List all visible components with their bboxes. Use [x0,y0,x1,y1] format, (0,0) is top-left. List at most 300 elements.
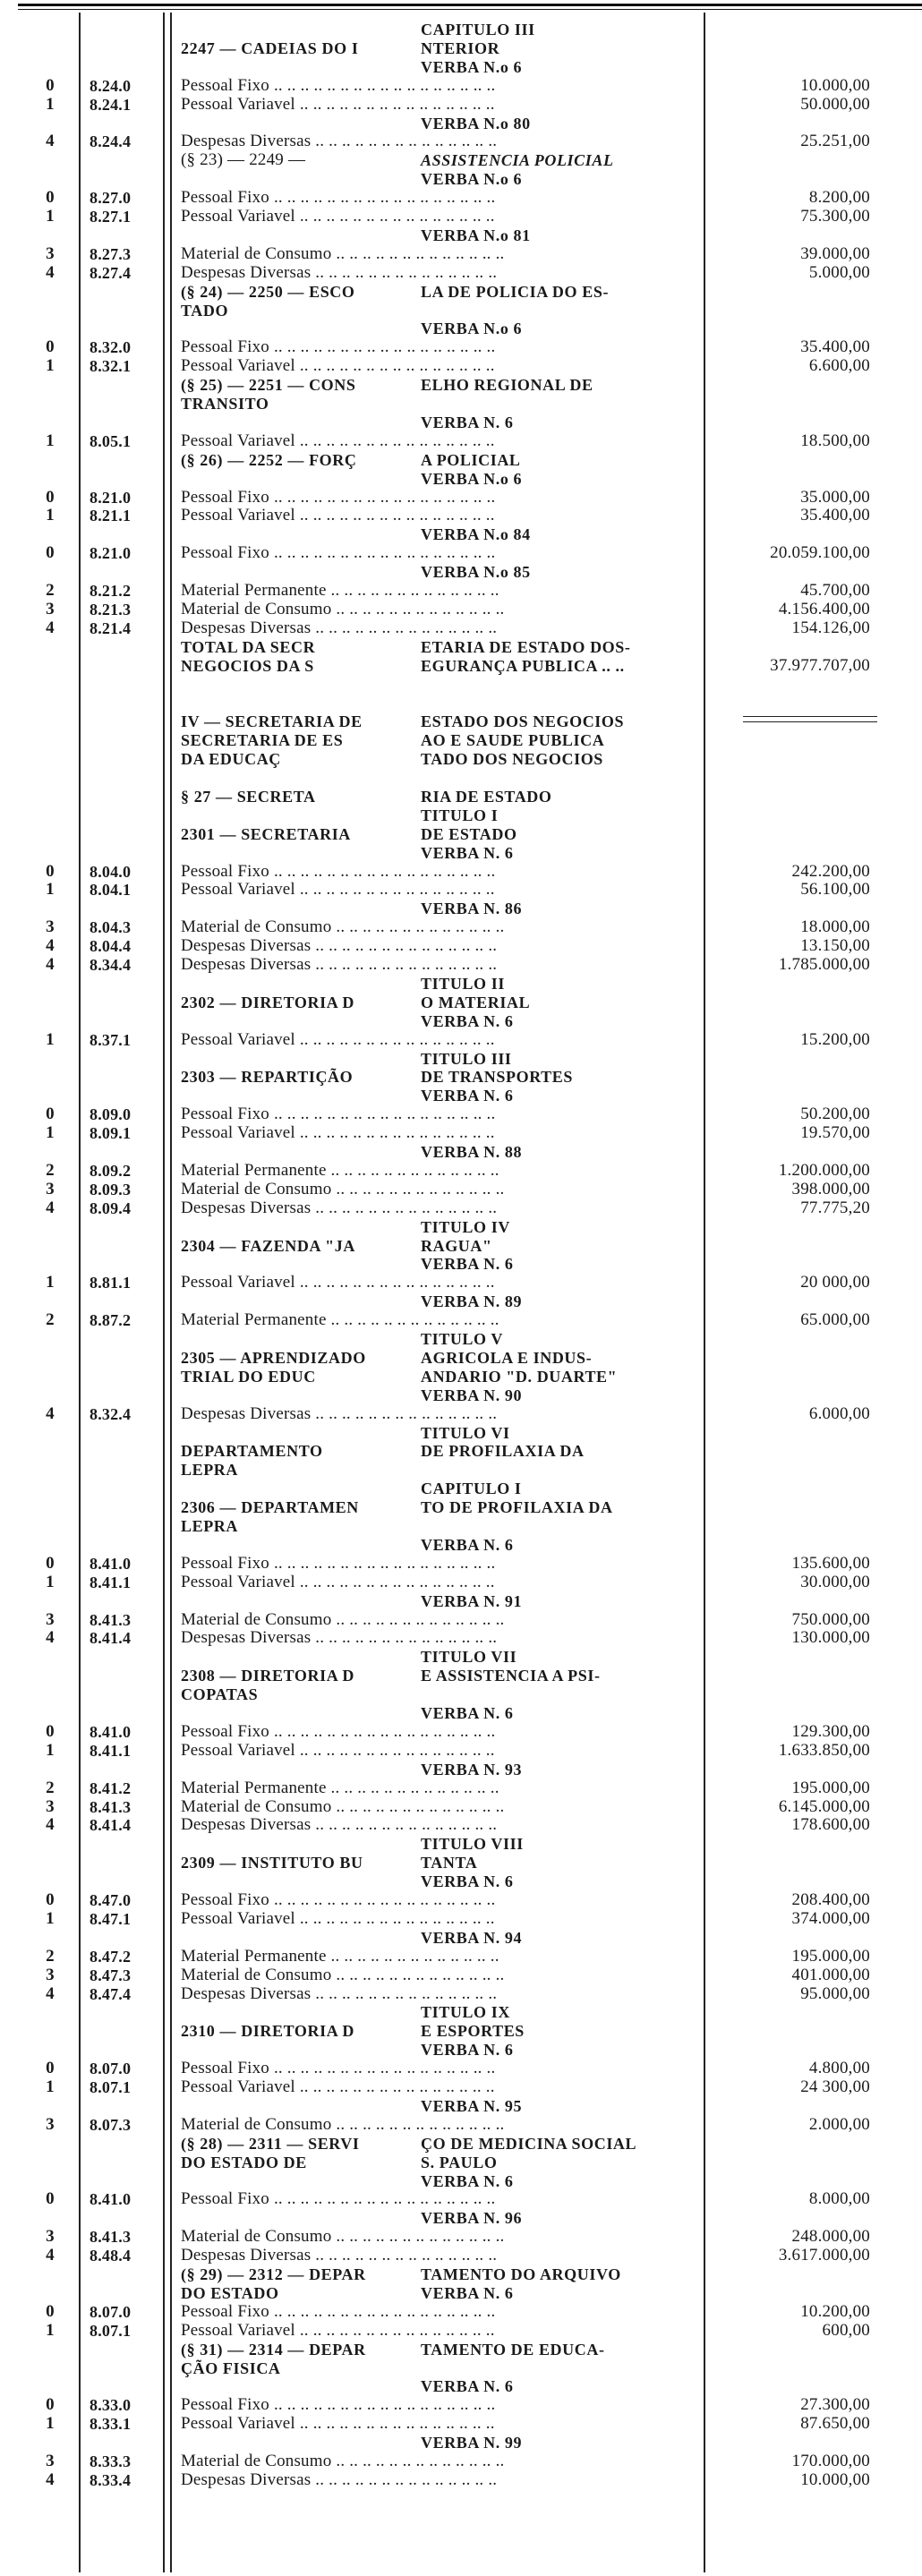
row-heading: TITULO VIII [421,1835,524,1854]
row-code: 1 [46,1740,55,1760]
row-amount: 37.977.707,00 [770,655,870,675]
row-account: 8.33.4 [90,2470,132,2489]
row-description: § 27 — SECRETA [181,787,316,806]
row-description: Despesas Diversas .. .. .. .. .. .. .. .. .. .. .. .. .. .. [181,1198,498,1217]
row-code: 3 [46,2114,55,2134]
row-description: Despesas Diversas .. .. .. .. .. .. .. .. .. .. .. .. .. .. [181,1403,498,1423]
row-heading: VERBA N. 6 [421,1087,514,1105]
row-heading: RAGUA" [421,1236,492,1255]
row-account: 8.41.2 [90,1778,132,1797]
row-amount: 130.000,00 [791,1628,870,1648]
row-amount: 25.251,00 [800,132,870,151]
row-description: Pessoal Fixo .. .. .. .. .. .. .. .. .. .. .. .. .. .. .. .. .. [181,2059,496,2078]
row-description: Despesas Diversas .. .. .. .. .. .. .. .. .. .. .. .. .. .. [181,1815,498,1835]
row-heading: TITULO I [421,806,499,824]
row-amount: 20 000,00 [800,1273,870,1292]
row-amount: 45.700,00 [800,581,870,600]
row-description: TOTAL DA SECR [181,637,316,656]
row-description: (§ 24) — 2250 — ESCO [181,282,355,301]
row-account: 8.47.2 [90,1947,132,1966]
row-account: 8.32.4 [90,1404,132,1423]
row-heading: E ESPORTES [421,2022,525,2041]
row-description: TADO [181,301,229,320]
row-account: 8.34.4 [90,956,132,974]
row-description: TRIAL DO EDUC [181,1367,316,1386]
row-amount: 15.200,00 [800,1029,870,1049]
row-heading: TITULO IV [421,1217,510,1236]
row-description: Material Permanente .. .. .. .. .. .. .. .. .. .. .. .. .. [181,581,499,600]
row-amount: 19.570,00 [800,1123,870,1143]
row-heading: A POLICIAL [421,450,521,469]
row-heading: VERBA N.o 84 [421,525,531,544]
row-description: Despesas Diversas .. .. .. .. .. .. .. .. .. .. .. .. .. .. [181,132,498,151]
row-code: 1 [46,356,55,376]
row-code: 0 [46,487,55,507]
row-heading: ANDARIO "D. DUARTE" [421,1367,618,1386]
row-description: ÇÃO FISICA [181,2358,281,2377]
row-account: 8.04.1 [90,881,132,900]
row-account: 8.09.0 [90,1105,132,1124]
row-heading: VERBA N. 93 [421,1760,523,1778]
top-rule [18,4,922,6]
row-heading: ÇO DE MEDICINA SOCIAL [421,2134,637,2153]
row-heading: S. PAULO [421,2153,498,2171]
row-account: 8.41.0 [90,1722,132,1741]
row-amount: 35.000,00 [800,487,870,507]
row-code: 1 [46,2077,55,2096]
row-account: 8.21.0 [90,488,132,507]
row-amount: 5.000,00 [808,262,870,282]
row-heading: VERBA N. 94 [421,1928,523,1947]
row-account: 8.41.3 [90,1610,132,1629]
row-description: 2303 — REPARTIÇÃO [181,1068,354,1087]
row-description: Material de Consumo .. .. .. .. .. .. .. .. .. .. .. .. .. [181,1796,505,1816]
row-heading: AGRICOLA E INDUS- [421,1348,593,1367]
row-code: 2 [46,1160,55,1180]
row-account: 8.41.3 [90,1797,132,1816]
row-heading: ESTADO DOS NEGOCIOS [421,712,625,731]
row-heading: VERBA N. 6 [421,1255,514,1274]
row-heading: VERBA N.o 6 [421,320,523,338]
row-description: Pessoal Variavel .. .. .. .. .. .. .. .. .. .. .. .. .. .. .. [181,431,495,450]
row-account: 8.47.0 [90,1891,132,1909]
row-code: 1 [46,880,55,900]
row-account: 8.47.4 [90,1984,132,2003]
row-amount: 401.000,00 [791,1965,870,1984]
row-code: 4 [46,1815,55,1835]
row-amount: 2.000,00 [808,2114,870,2134]
row-description: LEPRA [181,1461,239,1480]
row-amount: 24 300,00 [800,2077,870,2096]
row-description: Pessoal Variavel .. .. .. .. .. .. .. .. .. .. .. .. .. .. .. [181,356,495,376]
row-amount: 1.785.000,00 [778,955,870,974]
row-description: Material de Consumo .. .. .. .. .. .. .. .. .. .. .. .. .. [181,1609,505,1629]
row-description: Despesas Diversas .. .. .. .. .. .. .. .. .. .. .. .. .. .. [181,1628,498,1648]
row-description: Pessoal Variavel .. .. .. .. .. .. .. .. .. .. .. .. .. .. .. [181,506,495,525]
row-heading: VERBA N. 89 [421,1292,523,1311]
row-code: 4 [46,132,55,151]
row-description: Material de Consumo .. .. .. .. .. .. .. .. .. .. .. .. .. [181,2452,505,2470]
row-account: 8.07.0 [90,2302,132,2321]
row-description: DA EDUCAÇ [181,750,281,769]
row-amount: 10.000,00 [800,75,870,95]
row-heading: VERBA N. 6 [421,2171,514,2190]
row-code: 0 [46,2059,55,2078]
row-amount: 178.600,00 [791,1815,870,1835]
row-heading: ELHO REGIONAL DE [421,376,593,395]
row-heading: DE ESTADO [421,824,517,843]
row-description: Pessoal Fixo .. .. .. .. .. .. .. .. .. .. .. .. .. .. .. .. .. [181,188,496,208]
row-description: Pessoal Variavel .. .. .. .. .. .. .. .. .. .. .. .. .. .. .. [181,1029,495,1049]
row-amount: 248.000,00 [791,2227,870,2247]
row-description: (§ 29) — 2312 — DEPAR [181,2265,366,2283]
row-code: 4 [46,2246,55,2265]
row-description: Despesas Diversas .. .. .. .. .. .. .. .. .. .. .. .. .. .. [181,936,498,956]
row-description: Pessoal Variavel .. .. .. .. .. .. .. .. .. .. .. .. .. .. .. [181,94,495,114]
row-heading: TITULO IX [421,2003,510,2022]
row-description: Material de Consumo .. .. .. .. .. .. .. .. .. .. .. .. .. [181,243,505,263]
row-amount: 39.000,00 [800,243,870,263]
row-code: 3 [46,1179,55,1198]
row-description: DO ESTADO DE [181,2153,307,2171]
row-code: 1 [46,207,55,226]
row-heading: CAPITULO I [421,1480,522,1498]
row-heading: NTERIOR [421,38,500,57]
row-amount: 50.200,00 [800,1105,870,1124]
row-heading: VERBA N.o 81 [421,226,531,244]
row-code: 4 [46,1628,55,1648]
row-account: 8.32.1 [90,357,132,376]
row-amount: 195.000,00 [791,1946,870,1966]
row-account: 8.05.1 [90,431,132,450]
row-code: 1 [46,506,55,525]
row-code: 4 [46,1403,55,1423]
row-account: 8.41.1 [90,1573,132,1591]
row-account: 8.41.0 [90,2190,132,2209]
row-description: Pessoal Variavel .. .. .. .. .. .. .. .. .. .. .. .. .. .. .. [181,880,495,900]
row-description: (§ 28) — 2311 — SERVI [181,2134,360,2153]
row-amount: 30.000,00 [800,1572,870,1591]
row-description: Pessoal Variavel .. .. .. .. .. .. .. .. .. .. .. .. .. .. .. [181,2077,495,2096]
row-heading: VERBA N.o 80 [421,114,531,132]
row-heading: VERBA N. 6 [421,2377,514,2396]
row-description: 2306 — DEPARTAMEN [181,1498,359,1517]
row-code: 1 [46,1572,55,1591]
row-account: 8.04.0 [90,862,132,881]
row-description: 2247 — CADEIAS DO I [181,38,359,57]
row-code: 1 [46,2320,55,2340]
row-amount: 77.775,20 [800,1198,870,1217]
row-account: 8.07.3 [90,2115,132,2134]
row-amount: 10.000,00 [800,2469,870,2489]
row-code: 0 [46,1553,55,1573]
row-description: Pessoal Fixo .. .. .. .. .. .. .. .. .. .. .. .. .. .. .. .. .. [181,487,496,507]
row-heading: E ASSISTENCIA A PSI- [421,1667,601,1685]
row-description: 2309 — INSTITUTO BU [181,1854,363,1872]
row-description: Material de Consumo .. .. .. .. .. .. .. .. .. .. .. .. .. [181,1965,505,1984]
row-heading: VERBA N. 6 [421,2283,514,2302]
row-heading: VERBA N. 95 [421,2096,523,2115]
row-description: Pessoal Fixo .. .. .. .. .. .. .. .. .. .. .. .. .. .. .. .. .. [181,2189,496,2209]
row-code: 3 [46,917,55,937]
row-account: 8.41.4 [90,1816,132,1835]
row-description: Material de Consumo .. .. .. .. .. .. .. .. .. .. .. .. .. [181,2114,505,2134]
row-description: DEPARTAMENTO [181,1442,323,1461]
row-amount: 95.000,00 [800,1983,870,2003]
row-description: 2301 — SECRETARIA [181,824,351,843]
row-description: Pessoal Fixo .. .. .. .. .. .. .. .. .. .. .. .. .. .. .. .. .. [181,2395,496,2415]
row-description: Despesas Diversas .. .. .. .. .. .. .. .. .. .. .. .. .. .. [181,955,498,974]
row-code: 2 [46,1310,55,1330]
row-code: 3 [46,2227,55,2247]
row-account: 8.27.0 [90,189,132,208]
row-description: Pessoal Fixo .. .. .. .. .. .. .. .. .. .. .. .. .. .. .. .. .. [181,337,496,357]
row-account: 8.21.4 [90,618,132,637]
row-description: Material de Consumo .. .. .. .. .. .. .. .. .. .. .. .. .. [181,2227,505,2247]
row-account: 8.21.0 [90,544,132,563]
row-amount: 87.650,00 [800,2414,870,2434]
row-heading: VERBA N. 86 [421,900,523,918]
row-account: 8.37.1 [90,1030,132,1049]
row-description: 2305 — APRENDIZADO [181,1348,366,1367]
row-heading: DE PROFILAXIA DA [421,1442,585,1461]
row-code: 0 [46,1105,55,1124]
column-rule-3 [170,13,172,2572]
row-account: 8.09.2 [90,1161,132,1180]
row-description: Pessoal Variavel .. .. .. .. .. .. .. .. .. .. .. .. .. .. .. [181,207,495,226]
row-description: Despesas Diversas .. .. .. .. .. .. .. .. .. .. .. .. .. .. [181,2469,498,2489]
row-description: (§ 25) — 2251 — CONS [181,376,356,395]
row-heading: EGURANÇA PUBLICA .. .. [421,656,625,675]
row-amount: 170.000,00 [791,2452,870,2470]
row-description: NEGOCIOS DA S [181,656,314,675]
row-account: 8.27.3 [90,244,132,263]
row-amount: 374.000,00 [791,1908,870,1928]
row-amount: 35.400,00 [800,337,870,357]
row-description: Pessoal Variavel .. .. .. .. .. .. .. .. .. .. .. .. .. .. .. [181,1123,495,1143]
row-description: Pessoal Fixo .. .. .. .. .. .. .. .. .. .. .. .. .. .. .. .. .. [181,861,496,881]
row-amount: 154.126,00 [791,618,870,637]
row-code: 1 [46,1908,55,1928]
total-rule-1 [743,716,877,717]
row-heading: VERBA N. 96 [421,2209,523,2228]
row-code: 3 [46,243,55,263]
row-amount: 129.300,00 [791,1721,870,1741]
row-amount: 208.400,00 [791,1890,870,1909]
row-account: 8.41.3 [90,2228,132,2247]
row-heading: VERBA N. 91 [421,1591,523,1610]
row-heading: VERBA N. 6 [421,1011,514,1030]
row-amount: 4.156.400,00 [778,599,870,618]
row-description: Pessoal Variavel .. .. .. .. .. .. .. .. .. .. .. .. .. .. .. [181,1273,495,1292]
row-heading: VERBA N.o 6 [421,170,523,189]
row-code: 0 [46,337,55,357]
row-amount: 18.000,00 [800,917,870,937]
row-account: 8.41.1 [90,1741,132,1760]
row-code: 0 [46,2189,55,2209]
row-heading: VERBA N.o 85 [421,563,531,582]
row-description: 2304 — FAZENDA "JA [181,1236,355,1255]
row-amount: 10.200,00 [800,2301,870,2321]
row-amount: 6.600,00 [808,356,870,376]
row-amount: 27.300,00 [800,2395,870,2415]
row-account: 8.87.2 [90,1311,132,1330]
row-amount: 4.800,00 [808,2059,870,2078]
row-code: 4 [46,2469,55,2489]
row-code: 3 [46,2452,55,2470]
row-amount: 20.059.100,00 [770,543,870,563]
total-rule-2 [743,721,877,722]
row-account: 8.21.1 [90,507,132,525]
row-amount: 3.617.000,00 [778,2246,870,2265]
row-amount: 135.600,00 [791,1553,870,1573]
row-amount: 65.000,00 [800,1310,870,1330]
row-account: 8.09.3 [90,1180,132,1198]
row-heading: TITULO VI [421,1423,510,1442]
row-account: 8.24.0 [90,76,132,95]
row-amount: 1.633.850,00 [778,1740,870,1760]
row-code: 4 [46,1983,55,2003]
row-code: 3 [46,599,55,618]
row-heading: TITULO II [421,974,505,993]
row-description: 2310 — DIRETORIA D [181,2022,354,2041]
row-amount: 6.000,00 [808,1403,870,1423]
row-description: Material de Consumo .. .. .. .. .. .. .. .. .. .. .. .. .. [181,917,505,937]
row-amount: 18.500,00 [800,431,870,450]
row-code: 0 [46,2301,55,2321]
row-heading: VERBA N.o 6 [421,57,523,76]
row-account: 8.81.1 [90,1274,132,1292]
row-account: 8.33.1 [90,2415,132,2434]
column-rule-1 [79,13,81,2572]
row-amount: 6.145.000,00 [778,1796,870,1816]
row-account: 8.47.1 [90,1909,132,1928]
row-amount: 13.150,00 [800,936,870,956]
row-amount: 242.200,00 [791,861,870,881]
row-heading: TITULO V [421,1330,503,1348]
row-code: 2 [46,1778,55,1797]
row-heading: TITULO III [421,1049,512,1068]
row-description: Material de Consumo .. .. .. .. .. .. .. .. .. .. .. .. .. [181,599,505,618]
row-account: 8.09.1 [90,1124,132,1143]
row-code: 1 [46,431,55,450]
row-heading: VERBA N.o 6 [421,469,523,488]
row-description: Pessoal Variavel .. .. .. .. .. .. .. .. .. .. .. .. .. .. .. [181,2414,495,2434]
row-code: 2 [46,581,55,600]
row-code: 4 [46,262,55,282]
row-amount: 35.400,00 [800,506,870,525]
row-description: Pessoal Fixo .. .. .. .. .. .. .. .. .. .. .. .. .. .. .. .. .. [181,1890,496,1909]
row-heading: TAMENTO DO ARQUIVO [421,2265,621,2283]
row-description: Material Permanente .. .. .. .. .. .. .. .. .. .. .. .. .. [181,1310,499,1330]
row-heading: TAMENTO DE EDUCA- [421,2340,605,2358]
row-heading: VERBA N. 90 [421,1386,523,1404]
row-amount: 8.000,00 [808,2189,870,2209]
row-account: 8.21.3 [90,600,132,618]
row-description: COPATAS [181,1685,259,1704]
row-account: 8.41.0 [90,1554,132,1573]
row-code: 1 [46,94,55,114]
row-description: Pessoal Fixo .. .. .. .. .. .. .. .. .. .. .. .. .. .. .. .. .. [181,543,496,563]
row-heading: VERBA N. 88 [421,1143,523,1161]
row-heading: VERBA N. 6 [421,413,514,431]
row-heading: TANTA [421,1854,478,1872]
row-account: 8.27.4 [90,263,132,282]
row-heading: CAPITULO III [421,21,535,38]
row-amount: 1.200.000,00 [778,1160,870,1180]
row-code: 1 [46,1273,55,1292]
row-description: LEPRA [181,1517,239,1535]
row-amount: 8.200,00 [808,188,870,208]
row-description: Despesas Diversas .. .. .. .. .. .. .. .. .. .. .. .. .. .. [181,2246,498,2265]
row-description: Pessoal Variavel .. .. .. .. .. .. .. .. .. .. .. .. .. .. .. [181,2320,495,2340]
row-code: 4 [46,936,55,956]
row-code: 2 [46,1946,55,1966]
row-account: 8.32.0 [90,338,132,357]
row-account: 8.07.1 [90,2078,132,2096]
row-account: 8.07.1 [90,2321,132,2340]
row-description: Material Permanente .. .. .. .. .. .. .. .. .. .. .. .. .. [181,1160,499,1180]
row-code: 3 [46,1965,55,1984]
row-heading: VERBA N. 6 [421,843,514,862]
row-heading: VERBA N. 6 [421,1535,514,1554]
row-amount: 195.000,00 [791,1778,870,1797]
row-code: 3 [46,1609,55,1629]
row-account: 8.21.2 [90,582,132,600]
row-amount: 600,00 [822,2320,870,2340]
row-description: Despesas Diversas .. .. .. .. .. .. .. .. .. .. .. .. .. .. [181,618,498,637]
row-description: Pessoal Fixo .. .. .. .. .. .. .. .. .. .. .. .. .. .. .. .. .. [181,1553,496,1573]
row-account: 8.04.4 [90,937,132,956]
row-heading: ASSISTENCIA POLICIAL [421,151,614,170]
row-amount: 398.000,00 [791,1179,870,1198]
row-amount: 750.000,00 [791,1609,870,1629]
row-heading: VERBA N. 6 [421,2041,514,2060]
row-description: Material Permanente .. .. .. .. .. .. .. .. .. .. .. .. .. [181,1946,499,1966]
row-description: Pessoal Fixo .. .. .. .. .. .. .. .. .. .. .. .. .. .. .. .. .. [181,2301,496,2321]
row-account: 8.24.1 [90,95,132,114]
row-description: (§ 23) — 2249 — [181,150,306,170]
row-description: TRANSITO [181,395,269,413]
top-rule-thin [18,9,922,10]
row-code: 3 [46,1796,55,1816]
row-description: IV — SECRETARIA DE [181,712,363,731]
row-code: 1 [46,1029,55,1049]
row-heading: VERBA N. 6 [421,1704,514,1722]
row-description: Pessoal Variavel .. .. .. .. .. .. .. .. .. .. .. .. .. .. .. [181,1740,495,1760]
row-heading: TITULO VII [421,1648,517,1667]
row-account: 8.07.0 [90,2060,132,2078]
row-code: 1 [46,1123,55,1143]
row-account: 8.27.1 [90,208,132,226]
row-code: 0 [46,75,55,95]
row-account: 8.47.3 [90,1966,132,1984]
row-code: 0 [46,1890,55,1909]
row-heading: TADO DOS NEGOCIOS [421,750,603,769]
row-description: Despesas Diversas .. .. .. .. .. .. .. .. .. .. .. .. .. .. [181,1983,498,2003]
row-heading: DE TRANSPORTES [421,1068,573,1087]
row-heading: TO DE PROFILAXIA DA [421,1498,613,1517]
row-description: 2308 — DIRETORIA D [181,1667,354,1685]
row-code: 0 [46,1721,55,1741]
row-description: 2302 — DIRETORIA D [181,993,354,1011]
row-code: 0 [46,188,55,208]
row-code: 4 [46,955,55,974]
row-account: 8.33.0 [90,2396,132,2415]
row-amount: 56.100,00 [800,880,870,900]
row-description: Pessoal Variavel .. .. .. .. .. .. .. .. .. .. .. .. .. .. .. [181,1908,495,1928]
row-code: 0 [46,861,55,881]
